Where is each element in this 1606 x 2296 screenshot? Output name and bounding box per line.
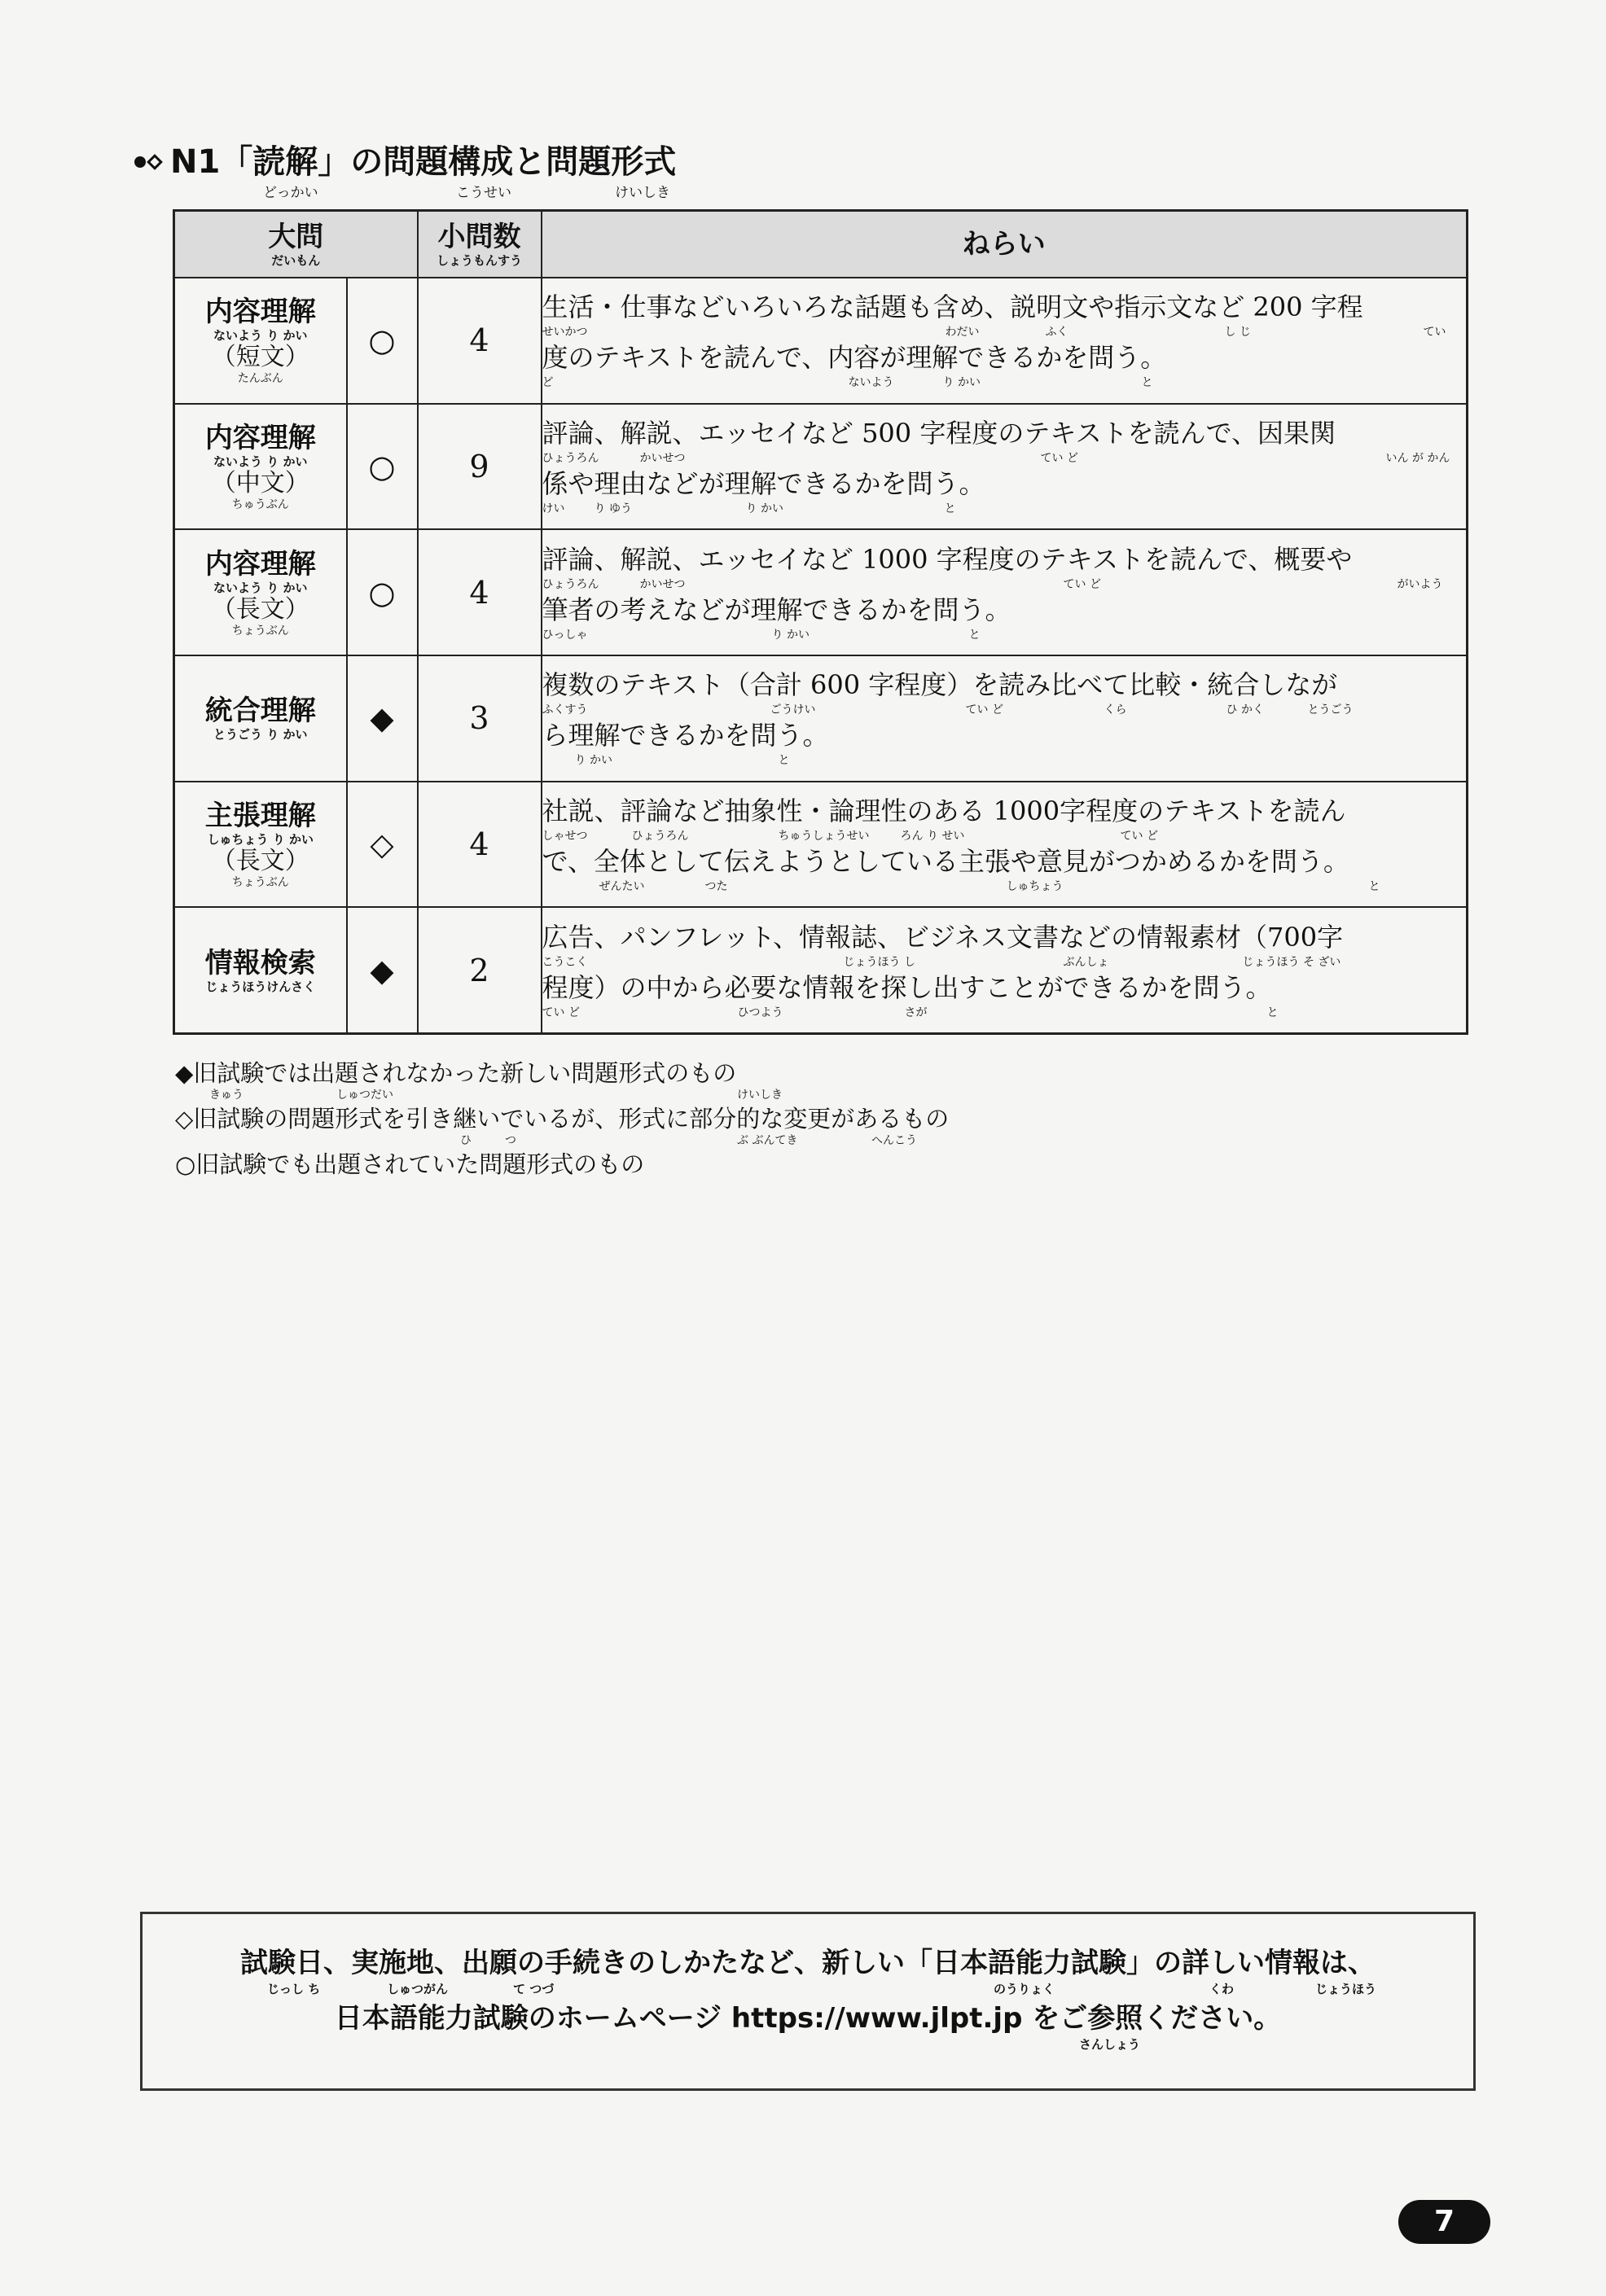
page-title (134, 142, 676, 182)
ruby: しゃせつ (542, 829, 588, 843)
ruby: くら (1104, 703, 1127, 717)
row-aim (542, 529, 1468, 655)
info-box (140, 1912, 1476, 2091)
aim-ruby (542, 1005, 1467, 1021)
header-nerai (542, 211, 1468, 278)
table-row (174, 529, 1468, 655)
category-name: 内容理解 (204, 296, 316, 329)
page-number: 7 (1398, 2200, 1490, 2244)
ruby: へんこう (871, 1134, 917, 1147)
info-line: 日本語能力試験のホームページ https://www.jlpt.jp をご参照ください。 (334, 2002, 1282, 2035)
row-category (174, 404, 347, 530)
legend (175, 1058, 949, 1179)
ruby: がいよう (1397, 577, 1443, 591)
aim-ruby (542, 375, 1467, 391)
aim-line: 筆者の考えなどが理解できるかを問う。 (542, 594, 1011, 625)
question-count: 4 (418, 782, 542, 908)
aim-ruby (542, 501, 1467, 517)
aim-line: 程度）の中から必要な情報を探し出すことができるかを問う。 (542, 971, 1272, 1003)
legend-ruby (175, 1133, 949, 1150)
format-mark: ○ (347, 278, 418, 404)
ruby: と (778, 754, 790, 768)
ruby: こうこく (542, 955, 588, 969)
ruby: のうりょく (994, 1982, 1055, 1996)
category-sub-ruby: ちゅうぶん (231, 497, 289, 511)
ruby: てい ど (1120, 829, 1158, 843)
ruby: て つづ (513, 1982, 555, 1996)
ruby: ぶんしょ (1063, 955, 1109, 969)
aim-ruby (542, 702, 1467, 718)
table-row (174, 655, 1468, 782)
ruby: せいかつ (542, 326, 588, 340)
aim-line: ら理解できるかを問う。 (542, 720, 829, 751)
ruby: かいせつ (639, 451, 686, 465)
ruby: ろん り せい (900, 829, 965, 843)
ruby: さんしょう (1079, 2037, 1141, 2052)
ruby: じょうほう (1315, 1982, 1377, 1996)
category-ruby: じょうほうけんさく (205, 979, 316, 994)
legend-ruby (175, 1088, 949, 1104)
category-sub: （短文） (211, 343, 309, 372)
question-count: 4 (418, 278, 542, 404)
ruby: じょうほう し (843, 955, 915, 969)
page-title-ruby (134, 181, 786, 199)
aim-ruby (542, 324, 1467, 340)
ruby: ふくすう (542, 703, 588, 717)
ruby: しゅちょう (1006, 879, 1064, 893)
ruby: り かい (771, 628, 810, 642)
format-mark: ◆ (347, 655, 418, 782)
ruby: り かい (745, 502, 783, 515)
aim-ruby (542, 954, 1467, 971)
header-shomonsu-label: 小問数 (437, 221, 521, 253)
format-mark: ○ (347, 529, 418, 655)
aim-ruby (542, 450, 1467, 467)
category-sub-ruby: たんぶん (237, 372, 283, 386)
aim-ruby (542, 879, 1467, 895)
ruby: こうせい (456, 185, 511, 201)
ruby: し じ (1224, 326, 1251, 340)
row-aim (542, 782, 1468, 908)
question-count: 4 (418, 529, 542, 655)
category-sub: （長文） (211, 594, 309, 624)
ruby: ひ (460, 1134, 472, 1147)
table-row (174, 907, 1468, 1033)
ruby: わだい (945, 326, 980, 340)
row-category (174, 655, 347, 782)
row-aim (542, 655, 1468, 782)
ruby: けいしき (737, 1089, 783, 1102)
table-row (174, 404, 1468, 530)
info-ruby (143, 2036, 1473, 2056)
ruby: ごうけい (770, 703, 816, 717)
category-ruby: ないよう り かい (213, 580, 308, 595)
key-bullet-icon (134, 156, 160, 168)
ruby: ひょうろん (542, 451, 599, 465)
aim-line: 広告、パンフレット、情報誌、ビジネス文書などの情報素材（700字 (542, 921, 1344, 953)
header-shomonsu-ruby: しょうもんすう (436, 253, 522, 268)
aim-line: 係や理由などが理解できるかを問う。 (542, 467, 985, 499)
ruby: けい (542, 502, 565, 515)
ruby: しゅつがん (387, 1982, 449, 1996)
legend-item: ◆旧試験では出題されなかった新しい問題形式のもの (175, 1059, 737, 1087)
ruby: ど (542, 376, 554, 390)
category-name: 内容理解 (204, 421, 316, 454)
ruby: り かい (574, 754, 612, 768)
category-sub: （長文） (211, 846, 309, 875)
ruby: ひっしゃ (542, 628, 588, 642)
aim-line: 評論、解説、エッセイなど 500 字程度のテキストを読んで、因果関 (542, 417, 1336, 449)
ruby: てい ど (1040, 451, 1078, 465)
aim-line: 生活・仕事などいろいろな話題も含め、説明文や指示文など 200 字程 (542, 291, 1363, 323)
ruby: と (1368, 879, 1380, 893)
category-name: 統合理解 (204, 694, 316, 728)
row-category (174, 529, 347, 655)
ruby: ちゅうしょうせい (778, 829, 870, 843)
ruby: てい ど (965, 703, 1003, 717)
question-count: 9 (418, 404, 542, 530)
info-ruby (143, 1981, 1473, 2000)
ruby: きゅう (209, 1089, 244, 1102)
ruby: けいしき (615, 185, 670, 201)
aim-ruby (542, 627, 1467, 643)
aim-line: 複数のテキスト（合計 600 字程度）を読み比べて比較・統合しなが (542, 669, 1338, 701)
ruby: くわ (1209, 1982, 1235, 1996)
category-ruby: しゅちょう り かい (207, 831, 314, 847)
header-shomonsu (418, 211, 542, 278)
category-ruby: ないよう り かい (213, 328, 308, 344)
ruby: つた (704, 879, 728, 893)
category-name: 主張理解 (204, 799, 316, 832)
aim-ruby (542, 828, 1467, 844)
category-sub: （中文） (211, 468, 309, 497)
ruby: どっかい (263, 185, 318, 201)
table-header-row (174, 211, 1468, 278)
ruby: ひつよう (737, 1006, 783, 1019)
aim-line: 評論、解説、エッセイなど 1000 字程度のテキストを読んで、概要や (542, 543, 1353, 575)
question-count: 3 (418, 655, 542, 782)
ruby: とうごう (1307, 703, 1354, 717)
info-line: 試験日、実施地、出願の手続きのしかたなど、新しい「日本語能力試験」の詳しい情報は、 (240, 1947, 1376, 1979)
ruby: つ (505, 1134, 516, 1147)
aim-line: 度のテキストを読んで、内容が理解できるかを問う。 (542, 342, 1167, 374)
ruby: いん が かん (1385, 451, 1450, 465)
ruby: り かい (942, 376, 981, 390)
ruby: ひょうろん (542, 577, 599, 591)
ruby: ぶ ぶんてき (737, 1134, 798, 1147)
ruby: ふく (1045, 326, 1068, 340)
category-sub-ruby: ちょうぶん (231, 624, 289, 638)
row-category (174, 782, 347, 908)
table-row (174, 278, 1468, 404)
category-sub-ruby: ちょうぶん (231, 875, 289, 889)
row-aim (542, 907, 1468, 1033)
aim-line: で、全体として伝えようとしている主張や意見がつかめるかを問う。 (542, 845, 1349, 877)
format-mark: ◇ (347, 782, 418, 908)
ruby: と (944, 502, 956, 515)
category-ruby: ないよう り かい (213, 454, 308, 469)
legend-item: ◇旧試験の問題形式を引き継いでいるが、形式に部分的な変更があるもの (175, 1105, 950, 1133)
row-category (174, 907, 347, 1033)
page-title-text: N1「読解」の問題構成と問題形式 (170, 143, 677, 181)
format-mark: ○ (347, 404, 418, 530)
question-count: 2 (418, 907, 542, 1033)
table-row (174, 782, 1468, 908)
header-nerai-label: ねらい (962, 228, 1046, 261)
header-daimon-label: 大問 (268, 221, 324, 253)
reading-structure-table (173, 209, 1468, 1035)
ruby: と (1266, 1006, 1279, 1019)
ruby: ひ かく (1226, 703, 1264, 717)
header-daimon-ruby: だいもん (271, 253, 321, 268)
ruby: り ゆう (594, 502, 632, 515)
ruby: ひょうろん (631, 829, 689, 843)
row-aim (542, 404, 1468, 530)
category-name: 内容理解 (204, 547, 316, 581)
ruby: じょうほう そ ざい (1242, 955, 1341, 969)
header-daimon (174, 211, 418, 278)
legend-item: ○旧試験でも出題されていた問題形式のもの (175, 1150, 645, 1178)
ruby: しゅつだい (336, 1089, 393, 1102)
ruby: さが (904, 1006, 928, 1019)
ruby: てい ど (542, 1006, 580, 1019)
row-aim (542, 278, 1468, 404)
aim-ruby (542, 752, 1467, 769)
aim-line: 社説、評論など抽象性・論理性のある 1000字程度のテキストを読ん (542, 795, 1346, 826)
ruby: じっし ち (267, 1982, 321, 1996)
category-name: 情報検索 (204, 946, 316, 979)
ruby: てい (1423, 326, 1446, 340)
ruby: かいせつ (639, 577, 686, 591)
aim-ruby (542, 576, 1467, 593)
ruby: と (1141, 376, 1153, 390)
format-mark: ◆ (347, 907, 418, 1033)
category-ruby: とうごう り かい (213, 727, 308, 743)
ruby: てい ど (1063, 577, 1101, 591)
row-category (174, 278, 347, 404)
ruby: と (968, 628, 981, 642)
ruby: ないよう (848, 376, 894, 390)
ruby: ぜんたい (599, 879, 645, 893)
